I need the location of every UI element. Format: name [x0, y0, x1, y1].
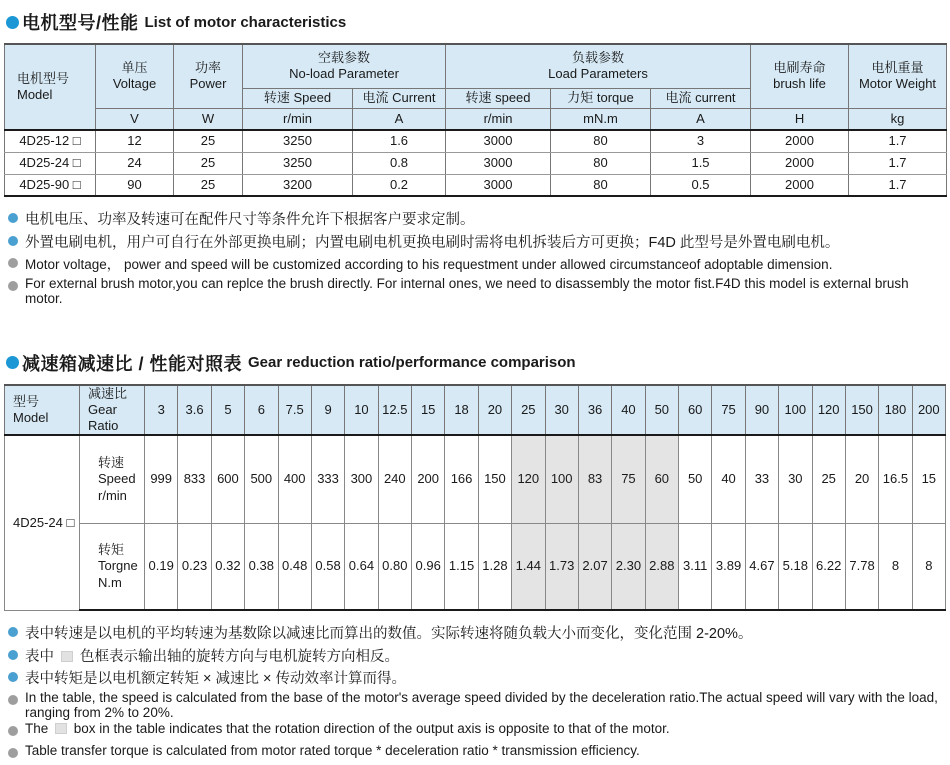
value-cell: 2.30 — [612, 523, 645, 610]
value-cell: 120 — [512, 435, 545, 523]
col-subheader-load-current: 电流 current — [651, 88, 751, 108]
col-header-gear-ratio: 减速比 Gear Ratio — [80, 385, 145, 436]
gear-ratio-header-row — [5, 385, 946, 436]
unit-motor-weight: kg — [849, 108, 947, 130]
model-cell: 4D25-24 □ — [5, 152, 96, 174]
unit-load-speed: r/min — [446, 108, 551, 130]
col-subheader-noload-speed: 转速 Speed — [243, 88, 353, 108]
motor-table-body — [5, 130, 947, 196]
model-cell: 4D25-90 □ — [5, 174, 96, 196]
value-cell: 8 — [912, 523, 945, 610]
note-text: 电机电压、功率及转速可在配件尺寸等条件允许下根据客户要求定制。 — [25, 212, 475, 228]
bullet-icon — [8, 258, 18, 268]
section-bullet-icon — [6, 356, 19, 369]
value-cell: 4.67 — [745, 523, 778, 610]
value-cell: 833 — [178, 435, 211, 523]
speed-label-cell — [80, 435, 145, 523]
value-cell: 33 — [745, 435, 778, 523]
value-cell: 24 — [96, 152, 174, 174]
section1-title-zh: 电机型号/性能 — [22, 13, 139, 33]
value-cell: 0.96 — [412, 523, 445, 610]
gear-reduction-table — [4, 384, 946, 612]
note-text: 表中转速是以电机的平均转速为基数除以减速比而算出的数值。实际转速将随负载大小而变化，变化范围 2-20%。 — [25, 626, 753, 643]
value-cell: 2.07 — [578, 523, 611, 610]
value-cell: 83 — [578, 435, 611, 523]
note-text: The box in the table indicates that the rotation direction of the output axis is opposite to that of the motor. — [25, 720, 670, 736]
value-cell: 2000 — [751, 152, 849, 174]
value-cell: 25 — [812, 435, 845, 523]
ratio-header-cell: 10 — [345, 385, 378, 436]
ratio-header-cell: 150 — [845, 385, 878, 436]
ratio-header-cell: 60 — [679, 385, 712, 436]
note-item — [8, 645, 946, 667]
ratio-header-cell: 9 — [311, 385, 344, 436]
value-cell: 2.88 — [645, 523, 678, 610]
bullet-icon — [8, 672, 18, 682]
note-text: Motor voltage， power and speed will be customized according to his requestment under allowed circumstanceof adoptable dimension. — [25, 257, 833, 272]
unit-noload-speed: r/min — [243, 108, 353, 130]
note-text: In the table, the speed is calculated from the base of the motor's average speed divided by the deceleration ratio.The actual speed will vary with the load, ranging from 2% to 20%. — [25, 689, 938, 720]
value-cell: 20 — [845, 435, 878, 523]
value-cell: 1.5 — [651, 152, 751, 174]
note-item — [8, 208, 946, 230]
value-cell: 0.23 — [178, 523, 211, 610]
ratio-header-cell: 75 — [712, 385, 745, 436]
table-row — [5, 130, 947, 152]
value-cell: 0.64 — [345, 523, 378, 610]
unit-power: W — [174, 108, 243, 130]
ratio-header-cell: 6 — [245, 385, 278, 436]
model-cell: 4D25-24 □ — [5, 435, 80, 610]
note-text: 表中 色框表示输出轴的旋转方向与电机旋转方向相反。 — [25, 648, 400, 665]
value-cell: 0.19 — [145, 523, 178, 610]
value-cell: 80 — [551, 152, 651, 174]
table-row — [5, 152, 947, 174]
note-item — [8, 667, 946, 689]
col-header-brush-life: 电刷寿命 brush life — [751, 44, 849, 108]
bullet-icon — [8, 748, 18, 758]
value-cell: 100 — [545, 435, 578, 523]
ratio-header-cell: 5 — [211, 385, 244, 436]
motor-characteristics-table — [4, 43, 947, 197]
value-cell: 600 — [211, 435, 244, 523]
value-cell: 0.80 — [378, 523, 411, 610]
value-cell: 40 — [712, 435, 745, 523]
value-cell: 3000 — [446, 174, 551, 196]
col-header-motor-weight: 电机重量 Motor Weight — [849, 44, 947, 108]
note-item — [8, 690, 946, 720]
value-cell: 50 — [679, 435, 712, 523]
ratio-header-cell: 20 — [478, 385, 511, 436]
ratio-header-cell: 3.6 — [178, 385, 211, 436]
note-item — [8, 743, 946, 765]
section-bullet-icon — [6, 16, 19, 29]
value-cell: 5.18 — [779, 523, 812, 610]
value-cell: 240 — [378, 435, 411, 523]
value-cell: 0.32 — [211, 523, 244, 610]
value-cell: 16.5 — [879, 435, 912, 523]
value-cell: 2000 — [751, 174, 849, 196]
section2-title-en: Gear reduction ratio/performance comparison — [248, 354, 576, 371]
value-cell: 12 — [96, 130, 174, 152]
col-header-model — [5, 44, 96, 130]
value-cell: 75 — [612, 435, 645, 523]
value-cell: 0.38 — [245, 523, 278, 610]
value-cell: 400 — [278, 435, 311, 523]
col-header-model: 型号 Model — [5, 385, 80, 436]
value-cell: 300 — [345, 435, 378, 523]
col-header-voltage: 单压 Voltage — [96, 44, 174, 108]
table-row — [5, 523, 946, 610]
col-subheader-noload-current: 电流 Current — [353, 88, 446, 108]
label-line: Speed — [98, 471, 136, 487]
value-cell: 333 — [311, 435, 344, 523]
label-line: N.m — [98, 574, 122, 590]
col-group-load: 负载参数 Load Parameters — [446, 44, 751, 88]
value-cell: 80 — [551, 174, 651, 196]
unit-voltage: V — [96, 108, 174, 130]
value-cell: 3000 — [446, 130, 551, 152]
model-cell: 4D25-12 □ — [5, 130, 96, 152]
value-cell: 15 — [912, 435, 945, 523]
unit-noload-current: A — [353, 108, 446, 130]
label-line: Torgne — [98, 558, 138, 574]
value-cell: 0.48 — [278, 523, 311, 610]
ratio-header-cell: 18 — [445, 385, 478, 436]
bullet-icon — [8, 281, 18, 291]
value-cell: 999 — [145, 435, 178, 523]
value-cell: 1.44 — [512, 523, 545, 610]
value-cell: 0.58 — [311, 523, 344, 610]
value-cell: 166 — [445, 435, 478, 523]
value-cell: 0.5 — [651, 174, 751, 196]
ratio-header-cell: 12.5 — [378, 385, 411, 436]
value-cell: 1.15 — [445, 523, 478, 610]
value-cell: 1.7 — [849, 152, 947, 174]
bullet-icon — [8, 213, 18, 223]
section1-notes — [8, 208, 946, 306]
value-cell: 0.8 — [353, 152, 446, 174]
ratio-header-cell: 7.5 — [278, 385, 311, 436]
col-subheader-load-torque: 力矩 torque — [551, 88, 651, 108]
ratio-header-cell: 3 — [145, 385, 178, 436]
torque-label-cell — [80, 523, 145, 610]
label-line: r/min — [98, 487, 127, 503]
note-text: 表中转矩是以电机额定转矩 × 减速比 × 传动效率计算而得。 — [25, 671, 407, 688]
ratio-header-cell: 25 — [512, 385, 545, 436]
value-cell: 2000 — [751, 130, 849, 152]
ratio-header-cell: 120 — [812, 385, 845, 436]
bullet-icon — [8, 650, 18, 660]
note-item — [8, 231, 946, 253]
section2-title — [6, 351, 946, 375]
value-cell: 3250 — [243, 130, 353, 152]
value-cell: 3 — [651, 130, 751, 152]
value-cell: 1.73 — [545, 523, 578, 610]
note-text: 外置电刷电机，用户可自行在外部更换电刷；内置电刷电机更换电刷时需将电机拆装后方可更换；F4D 此型号是外置电刷电机。 — [25, 234, 840, 251]
section1-title-en: List of motor characteristics — [144, 13, 347, 31]
value-cell: 60 — [645, 435, 678, 523]
value-cell: 1.7 — [849, 130, 947, 152]
note-text: Table transfer torque is calculated from motor rated torque * deceleration ratio * transmission efficiency. — [25, 743, 640, 759]
value-cell: 3.89 — [712, 523, 745, 610]
table-row — [5, 174, 947, 196]
ratio-header-cell: 90 — [745, 385, 778, 436]
bullet-icon — [8, 726, 18, 736]
value-cell: 200 — [412, 435, 445, 523]
value-cell: 3200 — [243, 174, 353, 196]
ratio-header-cell: 100 — [779, 385, 812, 436]
value-cell: 3250 — [243, 152, 353, 174]
note-text: For external brush motor,you can replce the brush directly. For internal ones, we need to disassembly the motor fist.F4D this model is external brush motor. — [25, 275, 909, 306]
ratio-header-cell: 15 — [412, 385, 445, 436]
gray-box-swatch — [55, 723, 67, 734]
value-cell: 150 — [478, 435, 511, 523]
col-group-noload: 空载参数 No-load Parameter — [243, 44, 446, 88]
note-item — [8, 253, 946, 275]
value-cell: 1.6 — [353, 130, 446, 152]
col-header-model-zh: 电机型号 — [17, 70, 70, 86]
value-cell: 1.28 — [478, 523, 511, 610]
value-cell: 8 — [879, 523, 912, 610]
value-cell: 3.11 — [679, 523, 712, 610]
section1-title — [6, 10, 946, 34]
col-header-model-en: Model — [17, 87, 53, 102]
ratio-header-cell: 200 — [912, 385, 945, 436]
section2-title-zh: 减速箱减速比 / 性能对照表 — [22, 353, 243, 374]
unit-load-current: A — [651, 108, 751, 130]
value-cell: 500 — [245, 435, 278, 523]
ratio-header-cell: 50 — [645, 385, 678, 436]
note-item — [8, 276, 946, 306]
value-cell: 30 — [779, 435, 812, 523]
ratio-header-cell: 30 — [545, 385, 578, 436]
section2-notes — [8, 622, 946, 765]
value-cell: 0.2 — [353, 174, 446, 196]
value-cell: 25 — [174, 152, 243, 174]
label-line: 转速 — [98, 455, 125, 471]
value-cell: 1.7 — [849, 174, 947, 196]
value-cell: 7.78 — [845, 523, 878, 610]
value-cell: 90 — [96, 174, 174, 196]
col-header-power: 功率 Power — [174, 44, 243, 108]
bullet-icon — [8, 627, 18, 637]
label-line: 转矩 — [98, 542, 125, 558]
gray-box-swatch — [61, 651, 73, 662]
ratio-header-cell: 36 — [578, 385, 611, 436]
bullet-icon — [8, 695, 18, 705]
value-cell: 3000 — [446, 152, 551, 174]
ratio-header-cell: 40 — [612, 385, 645, 436]
value-cell: 25 — [174, 130, 243, 152]
gear-table-body — [5, 435, 946, 610]
unit-load-torque: mN.m — [551, 108, 651, 130]
value-cell: 25 — [174, 174, 243, 196]
value-cell: 6.22 — [812, 523, 845, 610]
ratio-header-cell: 180 — [879, 385, 912, 436]
note-item — [8, 622, 946, 644]
unit-brush-life: H — [751, 108, 849, 130]
col-subheader-load-speed: 转速 speed — [446, 88, 551, 108]
value-cell: 80 — [551, 130, 651, 152]
table-row — [5, 435, 946, 523]
bullet-icon — [8, 236, 18, 246]
